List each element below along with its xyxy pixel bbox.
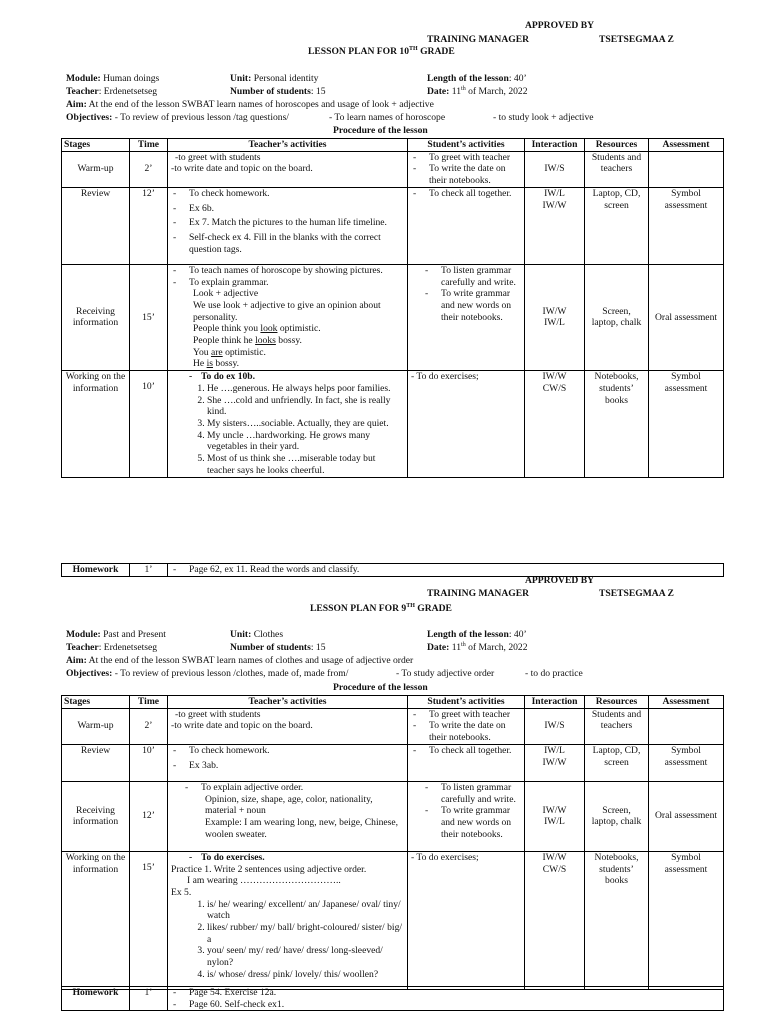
list-item: - Page 62, ex 11. Read the words and classify. [171,564,720,576]
time-cell: 2’ [130,708,168,744]
list-item: - Ex 7. Match the pictures to the human life timeline. [171,217,404,229]
procedure-title: Procedure of the lesson [333,125,428,136]
list-item: 1. He ….generous. He always helps poor families. [207,383,404,395]
interaction-line: IW/W [542,371,567,383]
list-item: - Page 54. Exercise 12a. [171,987,720,999]
resources-cell: Students and teachers [585,708,649,744]
list-item: - To listen grammar carefully and write. [411,265,521,288]
grammar-line: We use look + adjective to give an opinion about personality. [193,299,381,323]
assessment-cell: Symbol assessment [649,371,724,478]
training-manager: TRAINING MANAGER [427,34,530,45]
list-item: - To listen grammar carefully and write. [411,782,521,805]
resources-cell: Notebooks, students’ books [585,851,649,989]
time-cell: 12’ [130,187,168,264]
stage-cell: Review [62,187,130,264]
interaction-line: IW/W [542,756,567,768]
list-item: - To write grammar and new words on their notebooks. [411,805,521,840]
stage-cell: Receiving information [62,781,130,851]
teacher-cell [168,851,408,989]
homework-table [61,986,724,1011]
teacher-cell [168,708,408,744]
homework-cell [168,987,724,1011]
interaction-line: IW/L [544,816,565,828]
time-cell: 12’ [130,781,168,851]
list-item: - To teach names of horoscope by showing pictures. [171,265,404,277]
header-teacher: Teacher’s activities [168,696,408,709]
header-student: Student’s activities [408,696,525,709]
list-item: - To write grammar and new words on their notebooks. [411,288,521,323]
list-item: - To write the date on their notebooks. [411,163,521,186]
teacher-line: -to greet with students [175,708,261,720]
time-cell: 1’ [130,987,168,1011]
list-item: - To explain grammar. [171,277,404,289]
interaction-line: IW/L [544,187,565,199]
student-cell: - To do exercises; [408,371,525,478]
header-resources: Resources [585,139,649,152]
practice-line: Practice 1. Write 2 sentences using adjective order. [171,863,367,875]
resources-cell: Laptop, CD, screen [585,187,649,264]
list-item: - Self-check ex 4. Fill in the blanks with the correct question tags. [171,232,404,255]
interaction-line: IW/W [542,851,567,863]
header-resources: Resources [585,696,649,709]
resources-cell: Screen, laptop, chalk [585,781,649,851]
example-line: People think he looks bossy. [193,335,302,347]
student-cell [408,151,525,187]
assessment-cell: Oral assessment [649,264,724,370]
stage-cell: Receiving information [62,264,130,370]
teacher-cell [168,744,408,781]
page-title: LESSON PLAN FOR 10TH GRADE [308,45,455,57]
student-cell: - To do exercises; [408,851,525,989]
objectives-line: Objectives: - To review of previous lesson /clothes, made of, made from/ [66,668,349,679]
interaction-line: CW/S [542,382,567,394]
unit-line: Unit: Personal identity [230,73,319,84]
time-cell: 1’ [130,564,168,577]
interaction-cell [525,371,585,478]
student-cell [408,744,525,781]
student-cell [408,264,525,370]
length-line: Length of the lesson: 40’ [427,73,527,84]
time-cell: 10’ [130,371,168,478]
list-item: 1. is/ he/ wearing/ excellent/ an/ Japanese/ oval/ tiny/ watch [207,899,404,922]
aim-line: Aim: At the end of the lesson SWBAT learn names of clothes and usage of adjective order [66,655,414,666]
objective-2: - To learn names of horoscope [329,112,446,123]
example-line: He is bossy. [193,358,240,370]
list-item: - To check all together. [411,745,521,757]
students-line: Number of students: 15 [230,642,326,653]
list-item: - To check homework. [171,745,404,757]
list-item: 4. My uncle …hardworking. He grows many vegetables in their yard. [207,430,404,453]
table-row-warmup [62,708,724,744]
grammar-line: Opinion, size, shape, age, color, nationality, material + noun [205,793,373,817]
header-student: Student’s activities [408,139,525,152]
date-line: Date: 11th of March, 2022 [427,85,528,97]
module-line: Module: Past and Present [66,629,166,640]
homework-row [62,987,724,1011]
procedure-table [61,138,724,478]
module-line: Module: Human doings [66,73,160,84]
interaction-cell: IW/S [525,151,585,187]
assessment-cell: Symbol assessment [649,851,724,989]
interaction-line: IW/W [542,199,567,211]
time-cell: 15’ [130,851,168,989]
procedure-title: Procedure of the lesson [333,682,428,693]
objective-3: - to do practice [525,668,583,679]
interaction-cell [525,851,585,989]
interaction-cell [525,744,585,781]
unit-line: Unit: Clothes [230,629,284,640]
table-row-receiving [62,264,724,370]
list-item: - To write the date on their notebooks. [411,720,521,743]
header-interaction: Interaction [525,139,585,152]
teacher-line: Teacher: Erdenetsetseg [66,642,158,653]
table-row-review [62,744,724,781]
approver-name: TSETSEGMAA Z [599,588,674,599]
table-row-working [62,851,724,989]
list-item: 3. you/ seen/ my/ red/ have/ dress/ long-sleeved/ nylon? [207,945,404,968]
resources-cell: Notebooks, students’ books [585,371,649,478]
students-line: Number of students: 15 [230,86,326,97]
example-line: Example: I am wearing long, new, beige, Chinese, woolen sweater. [205,816,399,840]
interaction-cell [525,264,585,370]
teacher-line: Teacher: Erdenetsetseg [66,86,158,97]
grammar-line: Look + adjective [193,288,259,300]
header-time: Time [130,139,168,152]
date-line: Date: 11th of March, 2022 [427,641,528,653]
time-cell: 10’ [130,744,168,781]
header-time: Time [130,696,168,709]
example-line: People think you look optimistic. [193,323,321,335]
approved-by: APPROVED BY [525,575,595,586]
resources-cell: Laptop, CD, screen [585,744,649,781]
list-item: - Page 60. Self-check ex1. [171,999,720,1011]
list-item: - To greet with teacher [411,152,521,164]
interaction-line: IW/W [542,804,567,816]
interaction-line: CW/S [542,863,567,875]
teacher-line: -to greet with students [175,151,261,163]
stage-cell: Working on the information [62,851,130,989]
list-item: - To check all together. [411,188,521,200]
table-row-review [62,187,724,264]
list-item: - To check homework. [171,188,404,200]
assessment-cell: Symbol assessment [649,187,724,264]
page-title: LESSON PLAN FOR 9TH GRADE [310,602,452,614]
teacher-cell [168,371,408,478]
assessment-cell: Symbol assessment [649,744,724,781]
table-row-working [62,371,724,478]
list-item: 4. is/ whose/ dress/ pink/ lovely/ this/ woollen? [207,969,404,981]
table-row-receiving [62,781,724,851]
procedure-table [61,695,724,990]
example-line: You are optimistic. [193,346,266,358]
stage-cell: Working on the information [62,371,130,478]
teacher-cell [168,264,408,370]
assessment-cell [649,708,724,744]
task-title: - To do ex 10b. [171,371,404,383]
teacher-cell [168,187,408,264]
approved-by: APPROVED BY [525,20,595,31]
assessment-cell [649,151,724,187]
interaction-cell [525,781,585,851]
aim-line: Aim: At the end of the lesson SWBAT learn names of horoscopes and usage of look + adjective [66,99,434,110]
header-teacher: Teacher’s activities [168,139,408,152]
time-cell: 2’ [130,151,168,187]
student-cell [408,708,525,744]
approver-name: TSETSEGMAA Z [599,34,674,45]
list-item: 5. Most of us think she ….miserable today but teacher says he looks cheerful. [207,453,404,476]
training-manager: TRAINING MANAGER [427,588,530,599]
homework-table [61,563,724,577]
teacher-cell [168,151,408,187]
teacher-line: -to write date and topic on the board. [171,720,313,732]
stage-cell: Review [62,744,130,781]
header-stages: Stages [62,139,130,152]
header-assessment: Assessment [649,139,724,152]
teacher-cell [168,781,408,851]
interaction-line: IW/L [544,317,565,329]
time-cell: 15’ [130,264,168,370]
stage-cell: Warm-up [62,151,130,187]
header-interaction: Interaction [525,696,585,709]
interaction-line: IW/L [544,744,565,756]
student-cell [408,781,525,851]
objective-2: - To study adjective order [396,668,495,679]
assessment-cell: Oral assessment [649,781,724,851]
resources-cell: Screen, laptop, chalk [585,264,649,370]
table-row-warmup [62,151,724,187]
wearing-line: I am wearing ………………………….. [187,875,341,887]
exercise-label: Ex 5. [171,886,192,898]
list-item: 3. My sisters…..sociable. Actually, they are quiet. [207,418,404,430]
list-item: - To explain adjective order. [171,782,404,794]
header-stages: Stages [62,696,130,709]
list-item: - Ex 3ab. [171,760,404,772]
stage-cell: Warm-up [62,708,130,744]
homework-row [62,564,724,577]
interaction-cell: IW/S [525,708,585,744]
stage-cell: Homework [62,564,130,577]
interaction-cell [525,187,585,264]
list-item: - Ex 6b. [171,203,404,215]
header-assessment: Assessment [649,696,724,709]
resources-cell: Students and teachers [585,151,649,187]
list-item: - To greet with teacher [411,709,521,721]
stage-cell: Homework [62,987,130,1011]
interaction-line: IW/W [542,305,567,317]
task-title: - To do exercises. [171,852,404,864]
list-item: 2. likes/ rubber/ my/ ball/ bright-coloured/ sister/ big/ a [207,922,404,945]
homework-cell [168,564,724,577]
objective-3: - to study look + adjective [493,112,594,123]
table-header-row [62,696,724,709]
list-item: 2. She ….cold and unfriendly. In fact, she is really kind. [207,395,404,418]
table-header-row [62,139,724,152]
objectives-line: Objectives: - To review of previous lesson /tag questions/ [66,112,289,123]
length-line: Length of the lesson: 40’ [427,629,527,640]
teacher-line: -to write date and topic on the board. [171,163,313,175]
student-cell [408,187,525,264]
